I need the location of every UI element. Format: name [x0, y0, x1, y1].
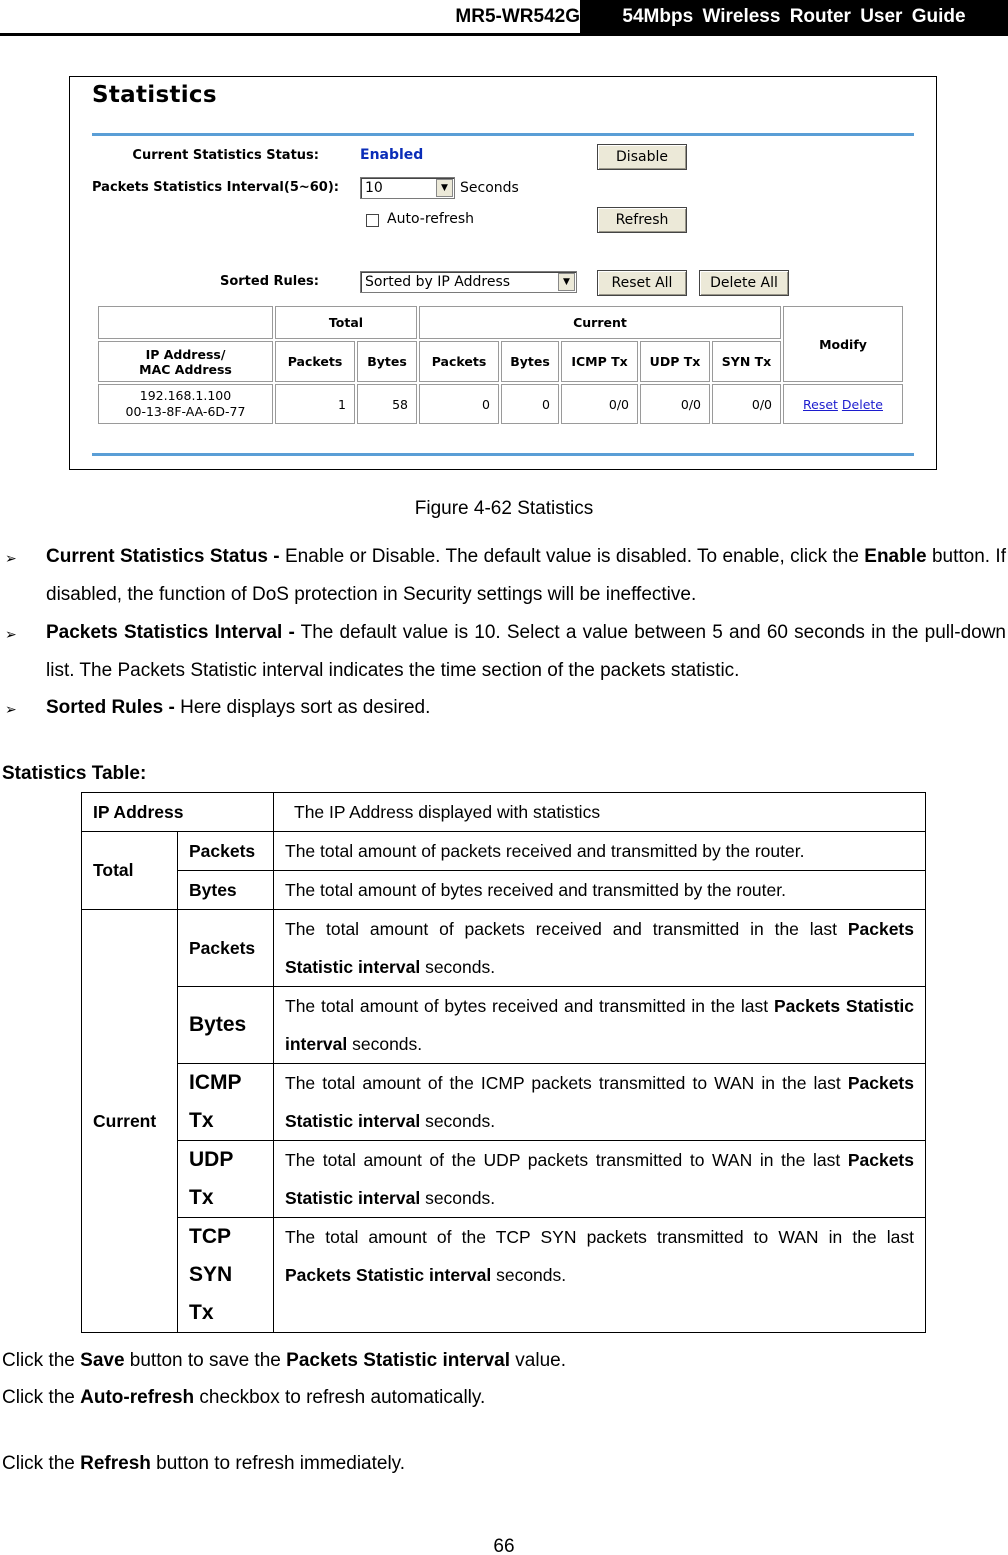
current-bytes-desc: The total amount of bytes received and transmitted in the last Packets Statistic interval seconds. [274, 987, 926, 1064]
blank-cell [98, 306, 273, 339]
sort-value: Sorted by IP Address [365, 274, 511, 290]
total-bytes-header: Bytes [357, 341, 417, 382]
autorefresh-label: Auto-refresh [387, 211, 475, 227]
refresh-button[interactable]: Refresh [597, 207, 687, 233]
bullet-sorted-rules: Sorted Rules - Here displays sort as desired. [46, 697, 431, 718]
udp-tx-desc: The total amount of the UDP packets transmitted to WAN in the last Packets Statistic interval seconds. [274, 1141, 926, 1218]
reset-link[interactable]: Reset [803, 396, 838, 412]
mac-value: 00-13-8F-AA-6D-77 [125, 404, 246, 419]
udp-header: UDP Tx [640, 341, 710, 382]
interval-select[interactable] [360, 177, 455, 199]
modify-header: Modify [783, 306, 903, 382]
interval-label: Packets Statistics Interval(5~60): [92, 180, 339, 195]
chevron-down-icon[interactable]: ▼ [558, 273, 575, 291]
bullet-arrow-icon: ➢ [5, 550, 17, 566]
udp-value: 0/0 [640, 384, 710, 424]
total-packets-value: 1 [275, 384, 355, 424]
icmp-tx-label: ICMP Tx [178, 1064, 274, 1141]
current-packets-header: Packets [419, 341, 499, 382]
total-header: Total [275, 306, 417, 339]
tcp-syn-tx-desc: The total amount of the TCP SYN packets transmitted to WAN in the last Packets Statistic interval seconds. [274, 1218, 926, 1333]
mac-header-line: MAC Address [139, 361, 232, 377]
table-row [82, 1064, 926, 1141]
table-row [82, 793, 926, 832]
bullet-current-status: Current Statistics Status - Enable or Disable. The default value is disabled. To enable, click the Enable button. If disabled, the function of DoS protection in Security settings will be ineffective. [46, 546, 1006, 605]
current-label: Current [82, 910, 178, 1333]
total-bytes-desc: The total amount of bytes received and transmitted by the router. [274, 871, 926, 910]
chevron-down-icon[interactable]: ▼ [436, 179, 453, 197]
status-value: Enabled [360, 147, 424, 163]
icmp-tx-desc: The total amount of the ICMP packets transmitted to WAN in the last Packets Statistic interval seconds. [274, 1064, 926, 1141]
udp-tx-label: UDP Tx [178, 1141, 274, 1218]
figure-title: Statistics [92, 82, 217, 108]
current-packets-desc: The total amount of packets received and transmitted in the last Packets Statistic interval seconds. [274, 910, 926, 987]
table-row [82, 1218, 926, 1333]
total-label: Total [82, 832, 178, 910]
icmp-header: ICMP Tx [561, 341, 638, 382]
ip-header-line: IP Address/ [145, 346, 226, 362]
bullet-interval: Packets Statistics Interval - The default value is 10. Select a value between 5 and 60 seconds in the pull-down list. The Packets Statistic interval indicates the time section of the packets statistic. [46, 622, 1006, 681]
tcp-syn-tx-label: TCP SYN Tx [178, 1218, 274, 1333]
current-header: Current [419, 306, 781, 339]
title-divider [92, 133, 914, 136]
interval-value: 10 [365, 180, 383, 196]
statistics-list-table [96, 304, 905, 426]
syn-header: SYN Tx [712, 341, 781, 382]
table-row [82, 871, 926, 910]
figure-caption: Figure 4-62 Statistics [414, 498, 594, 519]
disable-button[interactable]: Disable [597, 144, 687, 170]
current-bytes-value: 0 [501, 384, 559, 424]
statistics-description-table [81, 792, 926, 1333]
bullet-arrow-icon: ➢ [5, 626, 17, 642]
header-rule [0, 33, 1008, 36]
ip-mac-cell [98, 384, 273, 424]
syn-value: 0/0 [712, 384, 781, 424]
autorefresh-checkbox[interactable] [366, 214, 379, 227]
seconds-label: Seconds [460, 180, 519, 196]
statistics-screenshot [69, 76, 937, 470]
table-row [82, 1141, 926, 1218]
current-packets-label: Packets [178, 910, 274, 987]
delete-link[interactable]: Delete [841, 396, 883, 412]
icmp-value: 0/0 [561, 384, 638, 424]
statistics-table-heading: Statistics Table: [2, 763, 147, 784]
total-packets-desc: The total amount of packets received and transmitted by the router. [274, 832, 926, 871]
table-row [98, 384, 903, 424]
refresh-instruction: Click the Refresh button to refresh immediately. [2, 1453, 406, 1474]
delete-all-button[interactable]: Delete All [699, 270, 789, 296]
save-instruction: Click the Save button to save the Packets Statistic interval value. [2, 1350, 567, 1371]
table-row [82, 832, 926, 871]
reset-all-button[interactable]: Reset All [597, 270, 687, 296]
ip-address-label: IP Address [82, 793, 274, 832]
bullet-arrow-icon: ➢ [5, 701, 17, 717]
current-bytes-label: Bytes [178, 987, 274, 1064]
current-packets-value: 0 [419, 384, 499, 424]
page-number: 66 [493, 1536, 515, 1555]
total-packets-header: Packets [275, 341, 355, 382]
table-row [82, 910, 926, 987]
bottom-divider [92, 453, 914, 456]
sort-select[interactable] [360, 271, 577, 293]
ip-value: 192.168.1.100 [139, 388, 232, 403]
ip-address-desc: The IP Address displayed with statistics [274, 793, 926, 832]
model-name: MR5-WR542G [455, 6, 580, 27]
modify-cell [783, 384, 903, 424]
table-row [82, 987, 926, 1064]
current-bytes-header: Bytes [501, 341, 559, 382]
guide-title: 54Mbps Wireless Router User Guide [580, 0, 1008, 34]
sorted-label: Sorted Rules: [219, 274, 319, 289]
total-bytes-label: Bytes [178, 871, 274, 910]
page-header [0, 0, 1008, 36]
status-label: Current Statistics Status: [132, 148, 319, 163]
total-packets-label: Packets [178, 832, 274, 871]
ip-mac-header [98, 341, 273, 382]
autorefresh-instruction: Click the Auto-refresh checkbox to refresh automatically. [2, 1387, 486, 1408]
total-bytes-value: 58 [357, 384, 417, 424]
